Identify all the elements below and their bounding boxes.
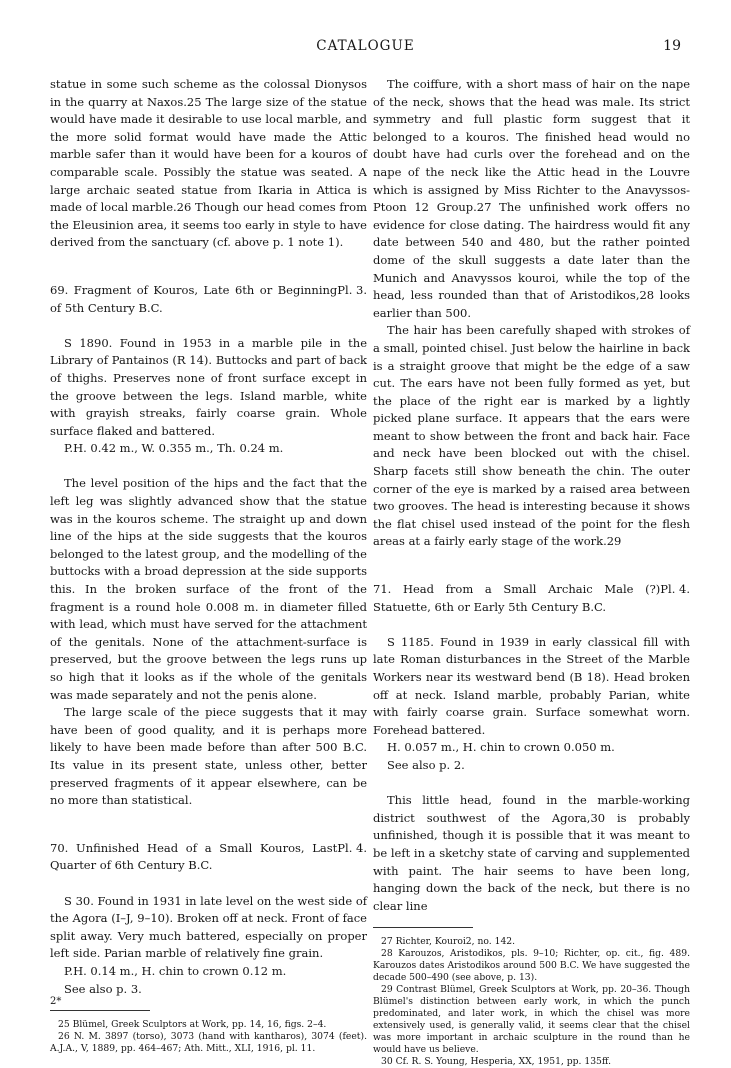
- entry-69-heading: [50, 282, 367, 317]
- left-column: [50, 76, 367, 1055]
- footnote-29: 29 Contrast Blümel, Greek Sculptors at Work, pp. 20–36. Though Blümel's distinction between early work, in which the punch predominated, and later work, in which the chisel was more extensively used, is generally valid, it seems clear that the chisel was more important in archaic sculpture in the round than he would have us believe.: [373, 984, 690, 1056]
- entry-71-dimensions: H. 0.057 m., H. chin to crown 0.050 m.: [387, 740, 615, 755]
- entry-71-see-also: See also p. 2.: [387, 757, 465, 772]
- page-number: 19: [663, 38, 681, 54]
- running-title: CATALOGUE: [316, 38, 415, 54]
- footnotes-left: [50, 1019, 367, 1055]
- footnote-26: 26 N. M. 3897 (torso), 3073 (hand with kantharos), 3074 (feet). A.J.A., V, 1889, pp. 464–467; Ath. Mitt., XLI, 1916, pl. 11.: [50, 1031, 367, 1055]
- entry-69-dimensions: P.H. 0.42 m., W. 0.355 m., Th. 0.24 m.: [64, 441, 284, 456]
- entry-70-see-also: See also p. 3.: [64, 981, 142, 996]
- footnote-rule: [373, 927, 473, 928]
- entry-71-description: S 1185. Found in 1939 in early classical fill with late Roman disturbances in the Street of the Marble Workers near its westward bend (B 18). Head broken off at neck. Island marble, probably Parian, white with fairly coarse grain. Surface somewhat worn. Forehead battered.: [373, 634, 690, 737]
- entry-69-plate: Pl. 3.: [337, 282, 367, 297]
- entry-70-heading: [50, 840, 367, 875]
- footnotes-right: [373, 936, 690, 1068]
- entry-71-plate: Pl. 4.: [660, 582, 690, 597]
- footnote-rule: [50, 1010, 150, 1011]
- right-column: [373, 76, 690, 1068]
- entry-69-title: 69. Fragment of Kouros, Late 6th or Beginning of 5th Century B.C.: [50, 282, 338, 315]
- footnote-25: 25 Blümel, Greek Sculptors at Work, pp. 14, 16, figs. 2–4.: [58, 1019, 327, 1031]
- intro-paragraph: statue in some such scheme as the colossal Dionysos in the quarry at Naxos.25 The large size of the statue would have made it desirable to use local marble, and the more solid format would have made the Attic marble safer than it would have been for a kouros of comparable scale. Possibly the statue was seated. A large archaic seated statue from Ikaria in Attica is made of local marble.26 Though our head comes from the Eleusinion area, it seems too early in style to have derived from the sanctuary (cf. above p. 1 note 1).: [50, 77, 367, 250]
- entry-70-description: S 30. Found in 1931 in late level on the west side of the Agora (I–J, 9–10). Broken off at neck. Front of face split away. Very much battered, especially on proper left side. Parian marble of relatively fine grain.: [50, 893, 367, 961]
- entry-70-plate: Pl. 4.: [337, 840, 367, 855]
- entry-70-dimensions: P.H. 0.14 m., H. chin to crown 0.12 m.: [64, 963, 287, 978]
- entry-70-discussion-1: The coiffure, with a short mass of hair on the nape of the neck, shows that the head was male. Its strict symmetry and full plastic form suggest that it belonged to a kouros. The finished head would no doubt have had curls over the forehead and on the nape of the neck like the Attic head in the Louvre which is assigned by Miss Richter to the Anavyssos-Ptoon 12 Group.27 The unfinished work offers no evidence for close dating. The hairdress would fit any date between 540 and 480, but the rather pointed dome of the skull suggests a date later than the Munich and Anavyssos kouroi, while the top of the head, less rounded than that of Aristodikos,28 looks earlier than 500.: [373, 77, 690, 320]
- footnote-28: 28 Karouzos, Aristodikos, pls. 9–10; Richter, op. cit., fig. 489. Karouzos dates Aristodikos around 500 B.C. We have suggested the decade 500–490 (see above, p. 13).: [373, 948, 690, 984]
- running-header: [0, 38, 731, 60]
- footnote-27: 27 Richter, Kouroi2, no. 142.: [381, 936, 516, 948]
- entry-70-discussion-2: The hair has been carefully shaped with strokes of a small, pointed chisel. Just below the hairline in back is a straight groove that might be the edge of a saw cut. The ears have not been fully formed as yet, but the place of the right ear is marked by a lightly picked plane surface. It appears that the ears were meant to show between the front and back hair. Face and neck have been blocked out with the chisel. Sharp facets still show beneath the chin. The outer corner of the eye is marked by a raised area between two grooves. The head is interesting because it shows the flat chisel used instead of the point for the flesh areas at a fairly early stage of the work.29: [373, 323, 690, 549]
- signature-mark: 2*: [50, 996, 62, 1007]
- entry-69-discussion-2: The large scale of the piece suggests that it may have been of good quality, and it is perhaps more likely to have been made before than after 500 B.C. Its value in its present state, unless other, better preserved fragments of it appear elsewhere, can be no more than statistical.: [50, 705, 367, 808]
- entry-69-discussion-1: The level position of the hips and the fact that the left leg was slightly advanced show that the statue was in the kouros scheme. The straight up and down line of the hips at the side suggests that the kouros belonged to the latest group, and the modelling of the buttocks with a broad depression at the side supports this. In the broken surface of the front of the fragment is a round hole 0.008 m. in diameter filled with lead, which must have served for the attachment of the genitals. None of the attachment-surface is preserved, but the groove between the legs runs up so high that it looks as if the whole of the genitals was made separately and not the penis alone.: [50, 476, 367, 702]
- footnote-30: 30 Cf. R. S. Young, Hesperia, XX, 1951, pp. 135ff.: [381, 1056, 612, 1068]
- entry-71-title: 71. Head from a Small Archaic Male (?) Statuette, 6th or Early 5th Century B.C.: [373, 582, 661, 614]
- entry-71-heading: [373, 581, 690, 616]
- entry-71-discussion: This little head, found in the marble-working district southwest of the Agora,30 is probably unfinished, though it is possible that it was meant to be left in a sketchy state of carving and supplemented with paint. The hair seems to have been long, hanging down the back of the neck, but there is no clear line: [373, 793, 690, 913]
- entry-69-description: S 1890. Found in 1953 in a marble pile in the Library of Pantainos (R 14). Buttocks and part of back of thighs. Preserves none of front surface except in the groove between the legs. Island marble, white with grayish streaks, fairly coarse grain. Whole surface flaked and battered.: [50, 335, 367, 438]
- entry-70-title: 70. Unfinished Head of a Small Kouros, Last Quarter of 6th Century B.C.: [50, 840, 338, 873]
